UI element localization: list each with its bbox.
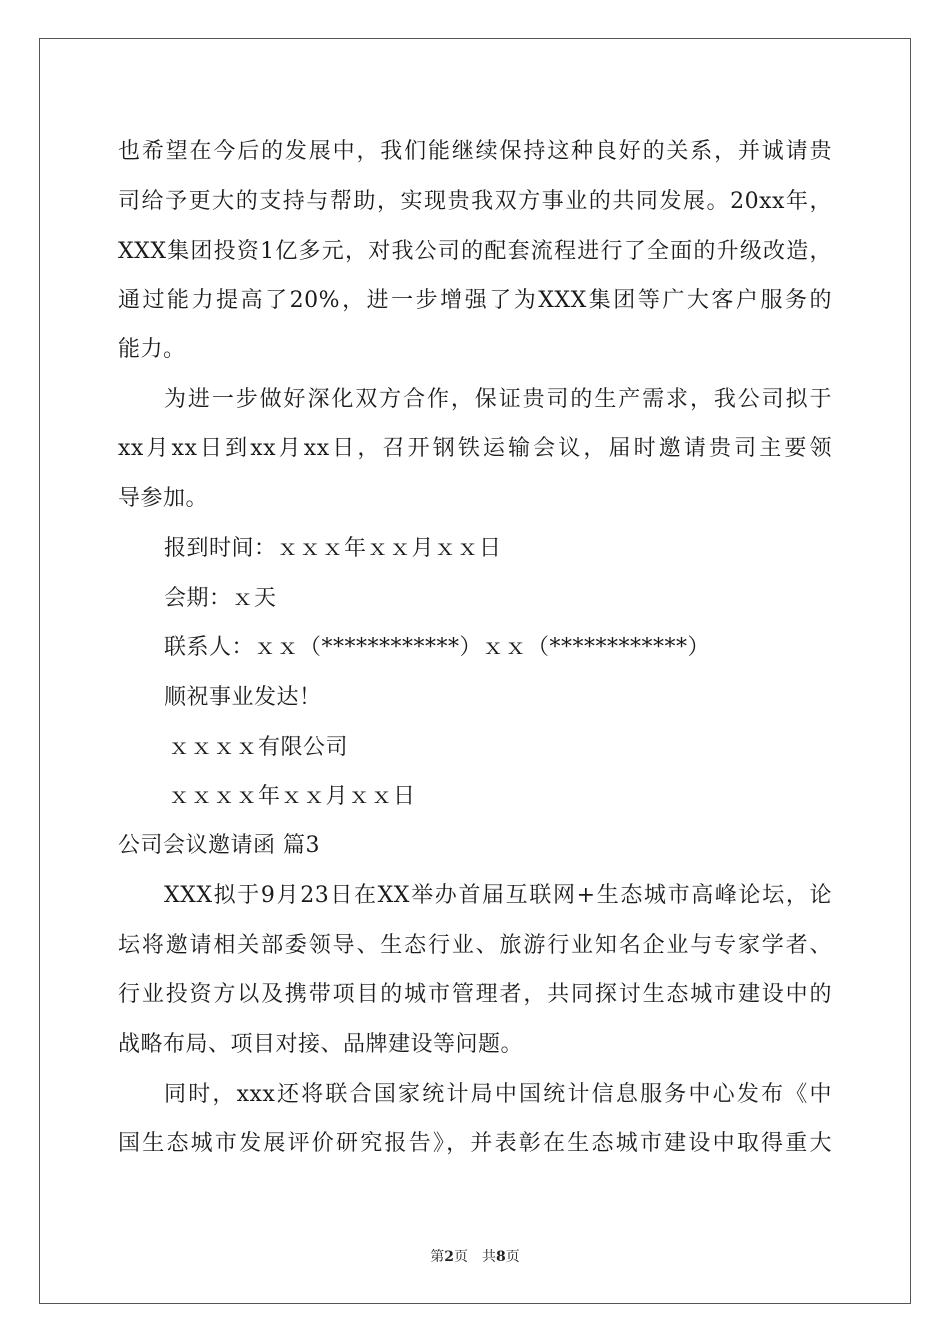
current-page-number: 2	[444, 1249, 454, 1265]
meeting-duration: 会期：ｘ天	[164, 586, 277, 611]
paragraph-line: 通过能力提高了20%，进一步增强了为XXX集团等广大客户服务的	[118, 288, 832, 313]
paragraph-line: 战略布局、项目对接、品牌建设等问题。	[118, 1032, 524, 1057]
paragraph-line: 国生态城市发展评价研究报告》，并表彰在生态城市建设中取得重大	[118, 1131, 832, 1156]
closing-greeting: 顺祝事业发达！	[164, 685, 322, 710]
footer-prefix: 第	[430, 1249, 445, 1265]
paragraph-line: 司给予更大的支持与帮助，实现贵我双方事业的共同发展。20xx年，	[118, 189, 832, 214]
signature-company: ｘｘｘｘ有限公司	[168, 735, 349, 760]
section-title: 公司会议邀请函 篇3	[118, 833, 320, 858]
footer-suffix: 页	[505, 1249, 520, 1265]
page-footer	[0, 1248, 950, 1266]
page-border	[39, 38, 911, 1304]
paragraph-line: XXX集团投资1亿多元，对我公司的配套流程进行了全面的升级改造，	[118, 239, 832, 264]
paragraph-line: 也希望在今后的发展中，我们能继续保持这种良好的关系，并诚请贵	[118, 139, 832, 164]
paragraph-line: 同时，xxx还将联合国家统计局中国统计信息服务中心发布《中	[164, 1082, 832, 1107]
paragraph-line: XXX拟于9月23日在XX举办首届互联网+生态城市高峰论坛，论	[164, 883, 832, 908]
paragraph-line: 能力。	[118, 337, 186, 362]
report-time: 报到时间：ｘｘｘ年ｘｘ月ｘｘ日	[164, 536, 502, 561]
signature-date: ｘｘｘｘ年ｘｘ月ｘｘ日	[168, 784, 416, 809]
paragraph-line: xx月xx日到xx月xx日，召开钢铁运输会议，届时邀请贵司主要领	[118, 436, 832, 461]
paragraph-line: 导参加。	[118, 486, 209, 511]
footer-mid: 页 共	[454, 1249, 496, 1265]
contact-person: 联系人：ｘｘ（************）ｘｘ（************）	[164, 635, 711, 660]
paragraph-line: 行业投资方以及携带项目的城市管理者，共同探讨生态城市建设中的	[118, 982, 832, 1007]
total-pages-number: 8	[496, 1249, 506, 1265]
paragraph-line: 为进一步做好深化双方合作，保证贵司的生产需求，我公司拟于	[164, 387, 832, 412]
paragraph-line: 坛将邀请相关部委领导、生态行业、旅游行业知名企业与专家学者、	[118, 933, 832, 958]
